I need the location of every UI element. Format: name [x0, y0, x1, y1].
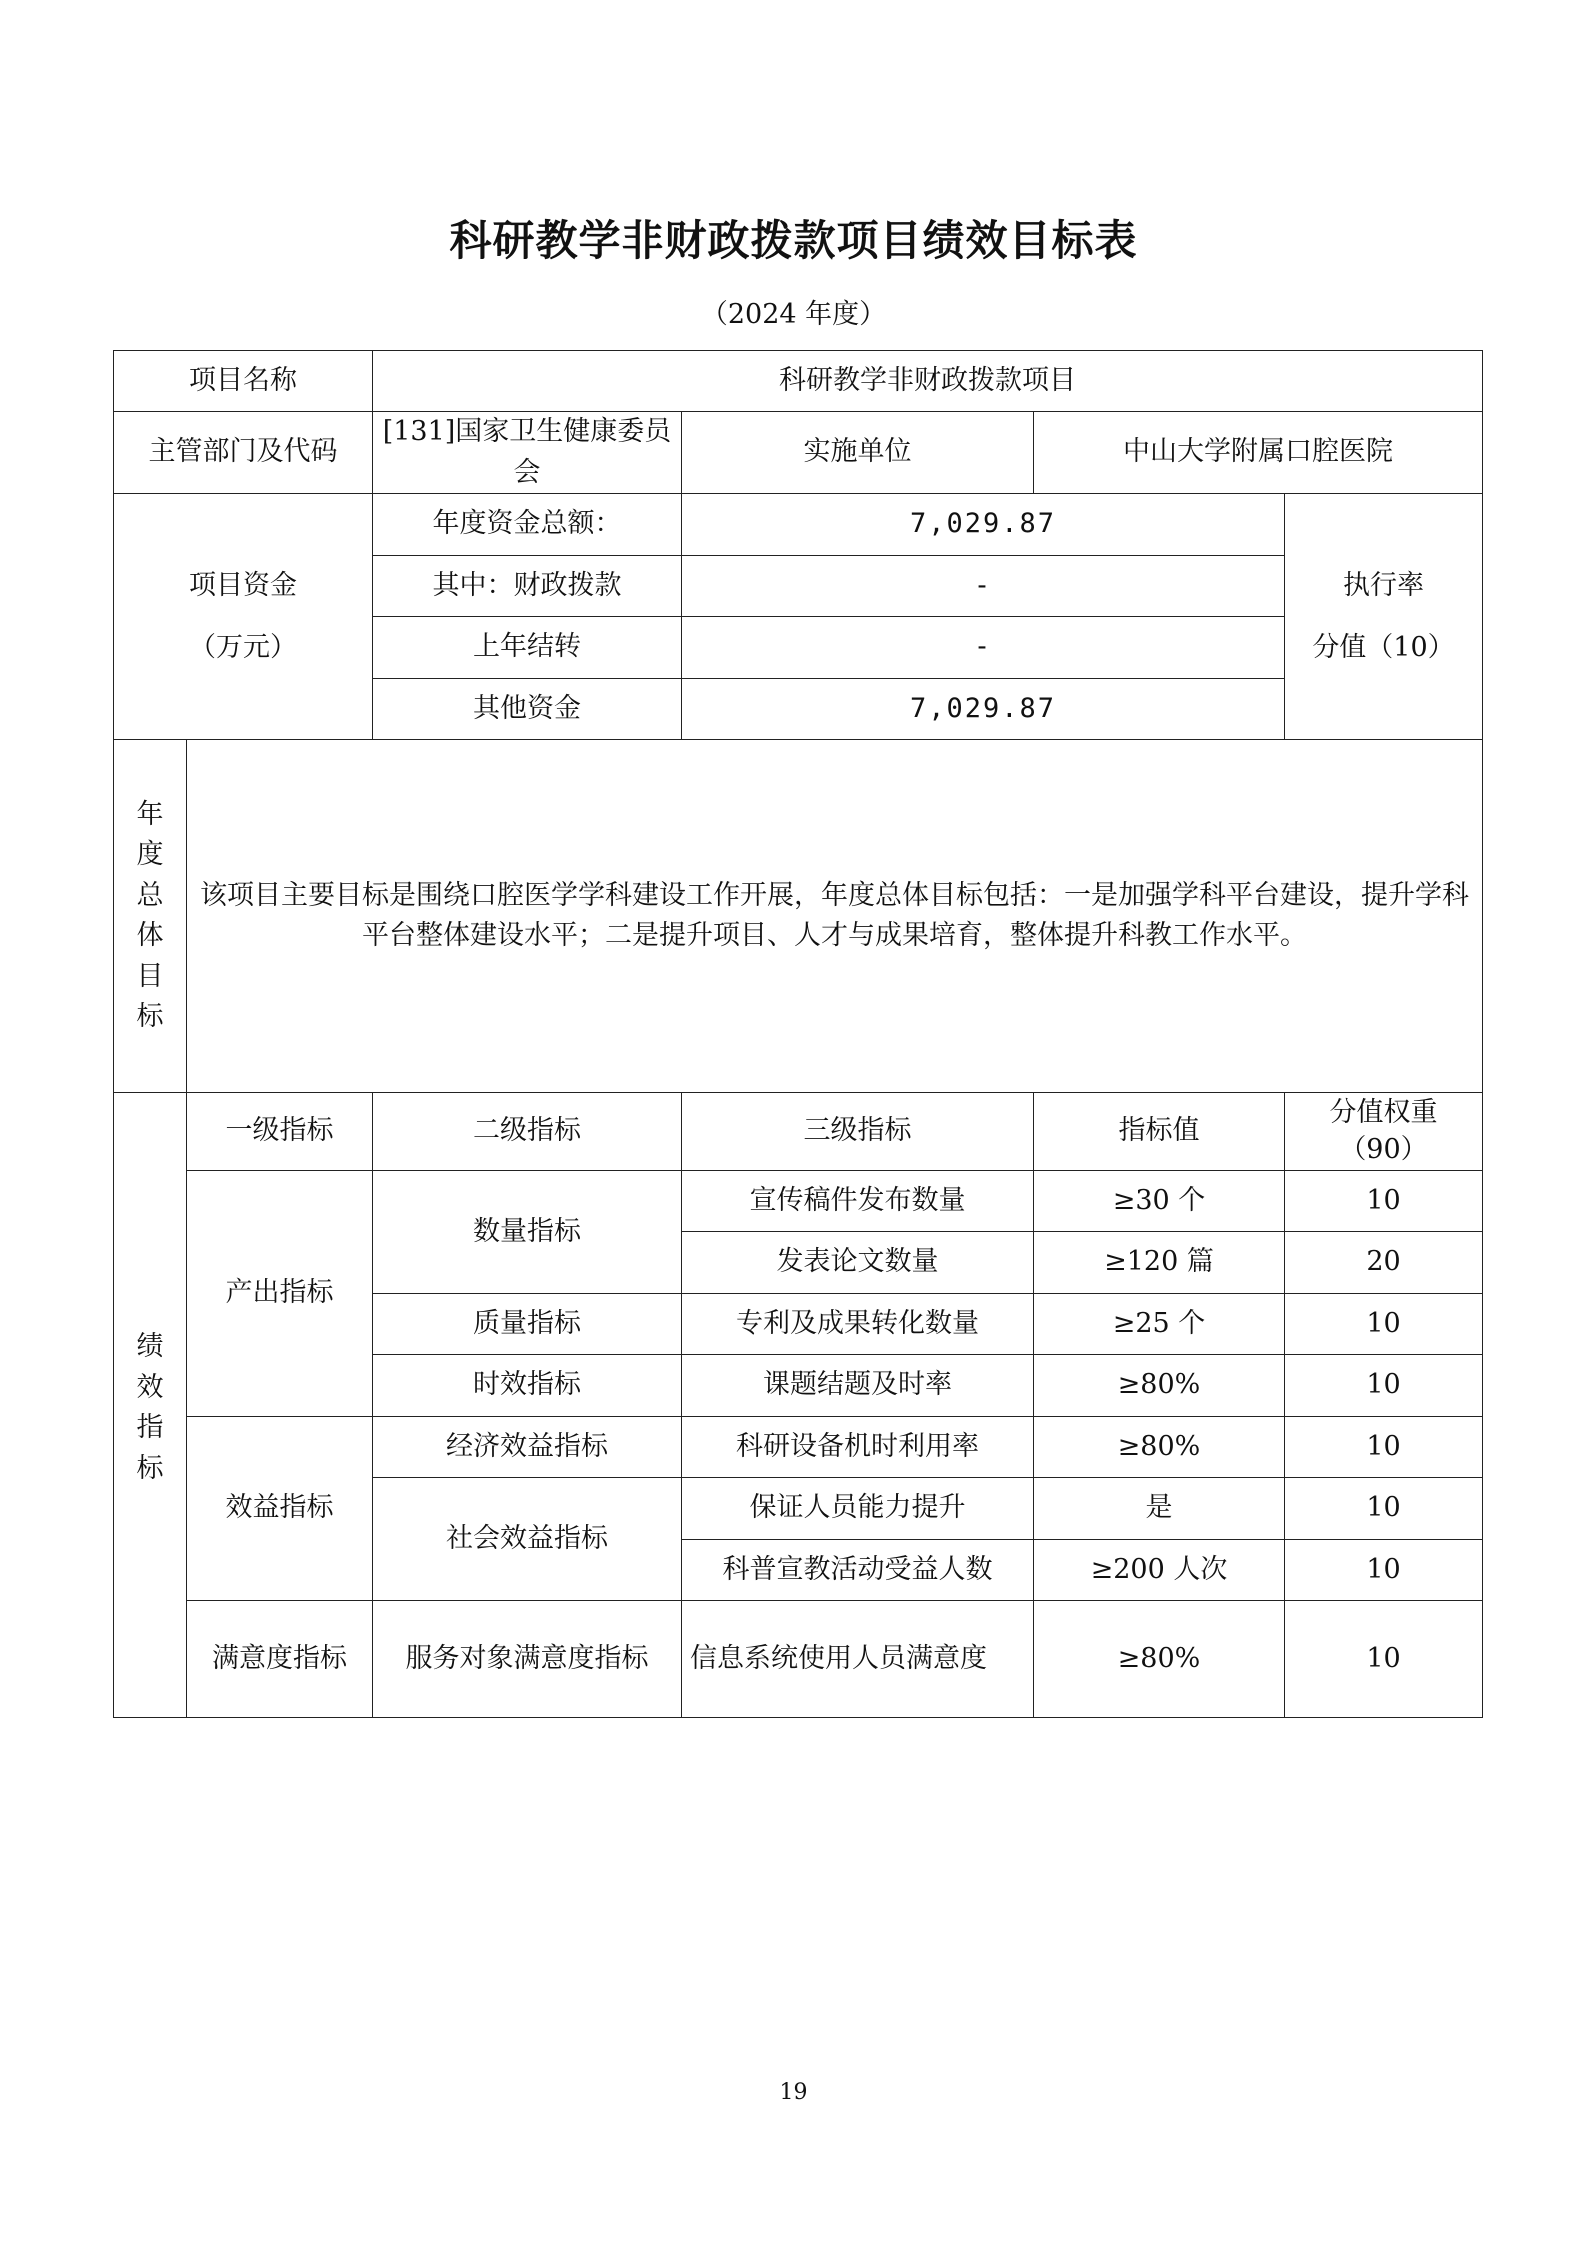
department-value: [131]国家卫生健康委员会: [373, 412, 682, 494]
indicator-name: 信息系统使用人员满意度: [682, 1601, 1034, 1718]
benefit-indicator: 效益指标: [187, 1417, 373, 1601]
quantity-indicator: 数量指标: [373, 1171, 682, 1294]
annual-goal-text: 该项目主要目标是围绕口腔医学学科建设工作开展，年度总体目标包括：一是加强学科平台建设，提升学科平台整体建设水平；二是提升项目、人才与成果培育，整体提升科教工作水平。: [187, 740, 1483, 1093]
indicator-value: ≥120 篇: [1034, 1232, 1285, 1294]
annual-goal-row: [114, 740, 1483, 1093]
performance-target-table: [113, 350, 1483, 1718]
indicator-value: ≥80%: [1034, 1417, 1285, 1478]
funds-row: [114, 494, 1483, 556]
page-number: 19: [779, 2080, 808, 2105]
indicator-value: ≥30 个: [1034, 1171, 1285, 1232]
header-weight: 分值权重（90）: [1285, 1093, 1483, 1171]
social-benefit-indicator: 社会效益指标: [373, 1478, 682, 1601]
table-row: [114, 1171, 1483, 1232]
fiscal-appropriation-value: -: [682, 556, 1285, 617]
execution-rate-label-line1: 执行率: [1343, 569, 1424, 601]
performance-indicators-label: 绩效指标: [114, 1093, 187, 1718]
quality-indicator: 质量指标: [373, 1294, 682, 1355]
project-funds-label: [114, 494, 373, 740]
implementing-unit-label: 实施单位: [682, 412, 1034, 494]
other-funds-label: 其他资金: [373, 679, 682, 740]
indicator-value: ≥80%: [1034, 1601, 1285, 1718]
indicator-weight: 10: [1285, 1478, 1483, 1540]
economic-benefit-indicator: 经济效益指标: [373, 1417, 682, 1478]
indicator-name: 科研设备机时利用率: [682, 1417, 1034, 1478]
project-funds-label-line2: （万元）: [189, 631, 297, 663]
indicator-name: 发表论文数量: [682, 1232, 1034, 1294]
indicator-name: 课题结题及时率: [682, 1355, 1034, 1417]
department-label: 主管部门及代码: [114, 412, 373, 494]
indicator-header-row: [114, 1093, 1483, 1171]
indicator-name: 科普宣教活动受益人数: [682, 1540, 1034, 1601]
project-name-label: 项目名称: [114, 351, 373, 412]
indicator-value: ≥200 人次: [1034, 1540, 1285, 1601]
execution-rate-label: [1285, 494, 1483, 740]
output-indicator: 产出指标: [187, 1171, 373, 1417]
table-row: [114, 1601, 1483, 1718]
carryover-value: -: [682, 617, 1285, 679]
indicator-weight: 10: [1285, 1355, 1483, 1417]
table-row: [114, 1417, 1483, 1478]
satisfaction-indicator: 满意度指标: [187, 1601, 373, 1718]
timeliness-indicator: 时效指标: [373, 1355, 682, 1417]
funds-total-value: 7,029.87: [682, 494, 1285, 556]
project-name-row: [114, 351, 1483, 412]
other-funds-value: 7,029.87: [682, 679, 1285, 740]
header-indicator-value: 指标值: [1034, 1093, 1285, 1171]
indicator-name: 宣传稿件发布数量: [682, 1171, 1034, 1232]
indicator-value: ≥25 个: [1034, 1294, 1285, 1355]
indicator-weight: 10: [1285, 1171, 1483, 1232]
fiscal-appropriation-label: 其中：财政拨款: [373, 556, 682, 617]
indicator-weight: 10: [1285, 1601, 1483, 1718]
page-subtitle: （2024 年度）: [700, 299, 887, 330]
indicator-weight: 10: [1285, 1540, 1483, 1601]
carryover-label: 上年结转: [373, 617, 682, 679]
project-name-value: 科研教学非财政拨款项目: [373, 351, 1483, 412]
indicator-value: ≥80%: [1034, 1355, 1285, 1417]
indicator-weight: 20: [1285, 1232, 1483, 1294]
funds-total-label: 年度资金总额：: [373, 494, 682, 556]
indicator-value: 是: [1034, 1478, 1285, 1540]
indicator-weight: 10: [1285, 1417, 1483, 1478]
service-satisfaction-indicator: 服务对象满意度指标: [373, 1601, 682, 1718]
indicator-weight: 10: [1285, 1294, 1483, 1355]
annual-goal-label: 年度总体目标: [114, 740, 187, 1093]
header-level2: 二级指标: [373, 1093, 682, 1171]
indicator-name: 专利及成果转化数量: [682, 1294, 1034, 1355]
indicator-name: 保证人员能力提升: [682, 1478, 1034, 1540]
execution-rate-label-line2: 分值（10）: [1312, 631, 1455, 663]
implementing-unit-value: 中山大学附属口腔医院: [1034, 412, 1483, 494]
header-level1: 一级指标: [187, 1093, 373, 1171]
header-level3: 三级指标: [682, 1093, 1034, 1171]
department-row: [114, 412, 1483, 494]
project-funds-label-line1: 项目资金: [189, 569, 297, 601]
page-title: 科研教学非财政拨款项目绩效目标表: [449, 216, 1138, 265]
